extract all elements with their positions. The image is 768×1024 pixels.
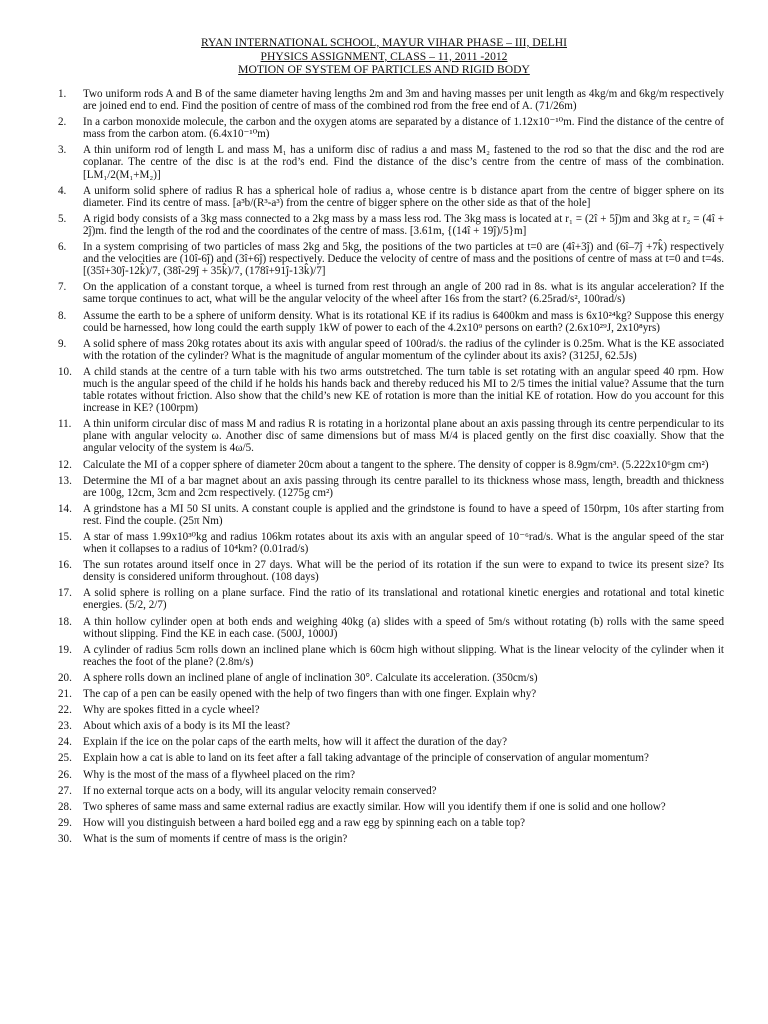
- question-text: The cap of a pen can be easily opened with the help of two fingers than with one finger. Explain why?: [83, 688, 537, 701]
- question-text: Two uniform rods A and B of the same diameter having lengths 2m and 3m and having masses per unit length as 4kg/m and 6kg/m respectively are joined end to end. Find the position of centre of mass of the combined rod from the free end of A. (71/26m): [83, 88, 724, 113]
- question-text: On the application of a constant torque, a wheel is turned from rest through an angle of 200 rad in 8s. what is its angular acceleration? If the same torque continues to act, what will be the angular velocity of the wheel after 16s from the start? (6.25rad/s², 100rad/s): [83, 281, 724, 306]
- question-text: Two spheres of same mass and same external radius are exactly similar. How will you identify them if one is solid and one hollow?: [83, 800, 666, 813]
- question-number: 16.: [58, 559, 72, 572]
- question-list: [58, 88, 724, 849]
- question-number: 29.: [58, 816, 72, 829]
- question-number: 18.: [58, 615, 72, 628]
- question-item: [58, 833, 724, 845]
- question-text: Assume the earth to be a sphere of uniform density. What is its rotational KE if its radius is 6400km and mass is 6x10²⁴kg? Suppose this energy could be harnessed, how long could the earth supply 1kW of power to each of the 4.2x10⁹ persons on earth? (2.6x10²⁹J, 2x10⁸yrs): [83, 309, 724, 334]
- question-number: 21.: [58, 688, 72, 701]
- document-header: [0, 36, 768, 77]
- question-item: [58, 281, 724, 305]
- question-number: 4.: [58, 184, 67, 197]
- question-item: [58, 801, 724, 813]
- question-text: Explain how a cat is able to land on its feet after a fall taking advantage of the principle of conservation of angular momentum?: [83, 752, 649, 765]
- question-item: [58, 587, 724, 611]
- question-item: [58, 366, 724, 414]
- question-text: A rigid body consists of a 3kg mass connected to a 2kg mass by a mass less rod. The 3kg mass is located at r₁ = (2î + 5ĵ)m and 3kg at r₂ = (4î + 2ĵ)m. find the length of the rod and the coordinates of the centre of mass. [3.61m, {(14î + 19ĵ)/5}m]: [83, 212, 724, 237]
- question-item: [58, 88, 724, 112]
- question-item: [58, 503, 724, 527]
- question-number: 26.: [58, 768, 72, 781]
- question-text: Calculate the MI of a copper sphere of diameter 20cm about a tangent to the sphere. The density of copper is 8.9gm/cm³. (5.222x10⁶gm cm²): [83, 458, 709, 471]
- question-text: A cylinder of radius 5cm rolls down an inclined plane which is 60cm high without slipping. What is the linear velocity of the cylinder when it reaches the foot of the plane? (2.8m/s): [83, 643, 724, 668]
- question-item: [58, 769, 724, 781]
- question-number: 3.: [58, 144, 67, 157]
- question-number: 30.: [58, 832, 72, 845]
- question-item: [58, 559, 724, 583]
- question-number: 15.: [58, 531, 72, 543]
- question-number: 2.: [58, 116, 67, 129]
- question-text: In a carbon monoxide molecule, the carbon and the oxygen atoms are separated by a distance of 1.12x10⁻¹⁰m. Find the distance of the centre of mass from the carbon atom. (6.4x10⁻¹⁰m): [83, 116, 724, 141]
- question-number: 17.: [58, 587, 72, 600]
- question-item: [58, 704, 724, 716]
- question-number: 8.: [58, 309, 67, 322]
- question-number: 25.: [58, 752, 72, 765]
- question-item: [58, 116, 724, 140]
- question-text: About which axis of a body is its MI the least?: [83, 720, 291, 733]
- question-item: [58, 459, 724, 471]
- question-text: In a system comprising of two particles of mass 2kg and 5kg, the positions of the two particles at t=0 are (4î+3ĵ) and (6î–7ĵ +7k̂) respectively and the velocities are (10î-6ĵ) and (3î+6ĵ) respectively. Deduce the velocity of centre of mass and the positions of centre of mass at t=0 and t=4s. [(35î+30ĵ-12k̂)/7, (38î-29ĵ + 35k̂)/7, (178î+91ĵ-13k̂)/7]: [83, 241, 724, 278]
- question-number: 24.: [58, 736, 72, 749]
- question-item: [58, 644, 724, 668]
- question-item: [58, 185, 724, 209]
- question-item: [58, 531, 724, 555]
- question-item: [58, 310, 724, 334]
- question-item: [58, 144, 724, 180]
- question-item: [58, 672, 724, 684]
- question-text: The sun rotates around itself once in 27 days. What will be the period of its rotation if the sun were to expand to twice its present size? Its density is considered uniform throughout. (108 days): [83, 559, 724, 584]
- question-text: A star of mass 1.99x10³⁰kg and radius 106km rotates about its axis with an angular speed of 10⁻⁶rad/s. What is the angular speed of the star when it collapses to a radius of 10⁴km? (0.01rad/s): [83, 531, 724, 556]
- question-item: [58, 817, 724, 829]
- question-item: [58, 736, 724, 748]
- question-item: [58, 418, 724, 454]
- question-number: 22.: [58, 704, 72, 717]
- question-number: 5.: [58, 212, 67, 225]
- question-text: Explain if the ice on the polar caps of the earth melts, how will it affect the duration of the day?: [83, 736, 507, 749]
- question-number: 1.: [58, 88, 67, 100]
- question-text: A thin hollow cylinder open at both ends and weighing 40kg (a) slides with a speed of 5m/s without rotating (b) rolls with the same speed without slipping. Find the KE in each case. (500J, 1000J): [83, 615, 724, 640]
- question-text: A solid sphere is rolling on a plane surface. Find the ratio of its translational and rotational kinetic energies and rotational and total kinetic energies. (5/2, 2/7): [83, 587, 724, 612]
- question-number: 19.: [58, 643, 72, 656]
- question-item: [58, 752, 724, 764]
- question-text: A sphere rolls down an inclined plane of angle of inclination 30°. Calculate its acceleration. (350cm/s): [83, 671, 538, 684]
- question-number: 6.: [58, 241, 67, 254]
- question-number: 14.: [58, 502, 72, 515]
- question-number: 12.: [58, 458, 72, 471]
- question-number: 28.: [58, 800, 72, 813]
- question-number: 13.: [58, 474, 72, 487]
- question-text: A uniform solid sphere of radius R has a spherical hole of radius a, whose centre is b distance apart from the centre of bigger sphere on its diameter. Find its centre of mass. [a³b/(R³-a³) from the centre of bigger sphere on the other side as that of the hole]: [83, 184, 724, 209]
- question-number: 10.: [58, 365, 72, 378]
- question-text: What is the sum of moments if centre of mass is the origin?: [83, 832, 348, 845]
- question-number: 20.: [58, 671, 72, 684]
- question-text: A thin uniform circular disc of mass M and radius R is rotating in a horizontal plane about an axis passing through its centre perpendicular to its plane with angular velocity ω. Another disc of same dimensions but of mass M/4 is placed gently on the first disc coaxially. Show that the angular velocity of the system is 4ω/5.: [83, 418, 724, 455]
- assignment-title: PHYSICS ASSIGNMENT, CLASS – 11, 2011 -2012: [260, 49, 508, 63]
- question-text: If no external torque acts on a body, will its angular velocity remain conserved?: [83, 784, 437, 797]
- question-item: [58, 688, 724, 700]
- question-number: 9.: [58, 337, 67, 350]
- question-number: 27.: [58, 784, 72, 797]
- question-text: A thin uniform rod of length L and mass M₁ has a uniform disc of radius a and mass M₂ fastened to the rod so that the disc and the rod are coplanar. The centre of the disc is at the rod’s end. Find the distance of the disc’s centre from the centre of mass of the combination. [LM₁/2(M₁+M₂)]: [83, 144, 724, 181]
- question-text: A child stands at the centre of a turn table with his two arms outstretched. The turn table is set rotating with an angular speed 40 rpm. How much is the angular speed of the child if he holds his hands back and thereby reduced his MI to 2/5 times the initial value? Assume that the turn table rotates without friction. Also show that the child’s new KE of rotation is more than the initial KE of rotation. How do you account for this increase in KE? (100rpm): [83, 365, 724, 415]
- question-text: A solid sphere of mass 20kg rotates about its axis with angular speed of 100rad/s. the radius of the cylinder is 0.25m. What is the KE associated with the rotation of the cylinder? What is the magnitude of angular momentum of the cylinder about its axis? (3125J, 62.5Js): [83, 337, 724, 362]
- question-item: [58, 475, 724, 499]
- question-number: 23.: [58, 720, 72, 733]
- question-item: [58, 720, 724, 732]
- question-item: [58, 616, 724, 640]
- question-item: [58, 241, 724, 277]
- question-number: 11.: [58, 418, 72, 431]
- question-text: Determine the MI of a bar magnet about an axis passing through its centre parallel to its thickness whose mass, length, breadth and thickness are 100g, 12cm, 3cm and 2cm respectively. (1275g cm²): [83, 474, 724, 499]
- question-item: [58, 213, 724, 237]
- question-number: 7.: [58, 281, 67, 294]
- question-item: [58, 338, 724, 362]
- question-item: [58, 785, 724, 797]
- question-text: Why are spokes fitted in a cycle wheel?: [83, 704, 260, 717]
- question-text: How will you distinguish between a hard boiled egg and a raw egg by spinning each on a table top?: [83, 816, 526, 829]
- question-text: A grindstone has a MI 50 SI units. A constant couple is applied and the grindstone is found to have a speed of 150rpm, 10s after starting from rest. Find the couple. (25π Nm): [83, 502, 724, 527]
- topic-title: MOTION OF SYSTEM OF PARTICLES AND RIGID BODY: [238, 63, 530, 77]
- question-text: Why is the most of the mass of a flywheel placed on the rim?: [83, 768, 356, 781]
- school-name: RYAN INTERNATIONAL SCHOOL, MAYUR VIHAR PHASE – III, DELHI: [200, 36, 568, 49]
